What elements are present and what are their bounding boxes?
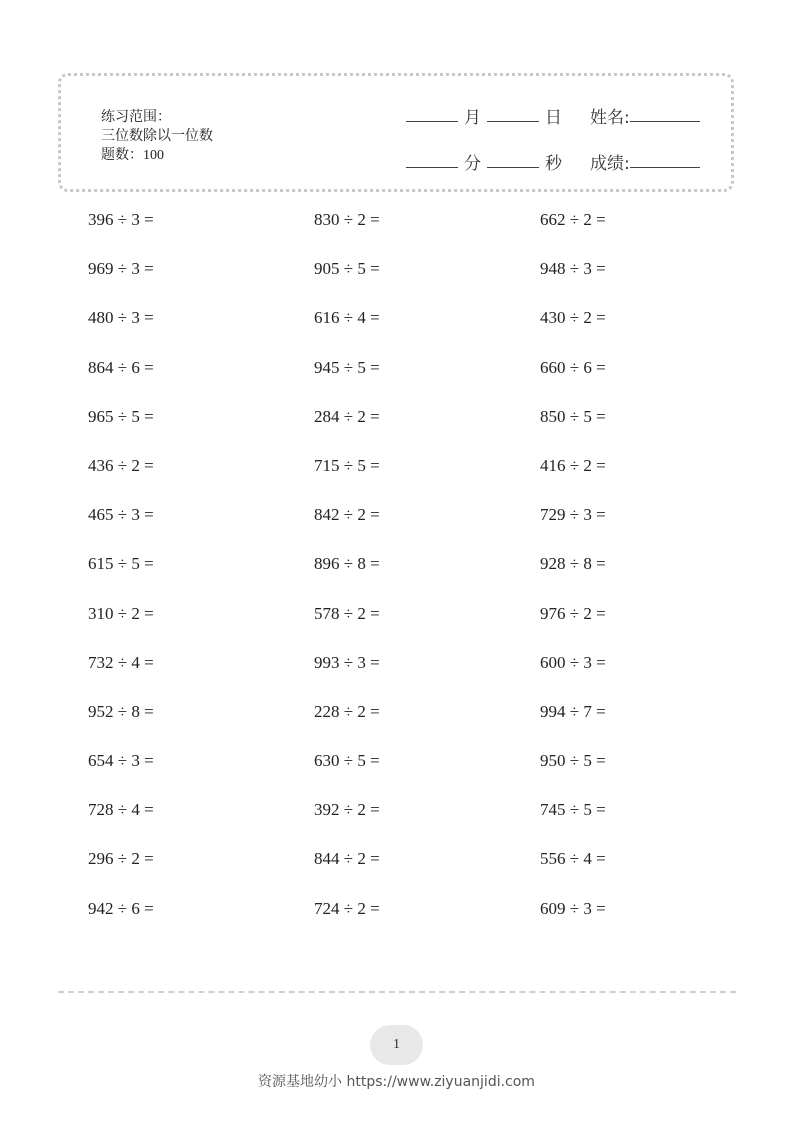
problem-row xyxy=(88,849,688,898)
problem-row xyxy=(88,456,688,505)
problem-row xyxy=(88,751,688,800)
worksheet-header xyxy=(58,73,734,192)
fill-in-fields xyxy=(406,100,700,192)
problem-grid xyxy=(88,210,688,948)
division-problem: 732 ÷ 4 = xyxy=(88,652,154,672)
division-problem: 969 ÷ 3 = xyxy=(88,259,154,279)
division-problem: 396 ÷ 3 = xyxy=(88,210,154,229)
problem-row xyxy=(88,308,688,357)
division-problem: 615 ÷ 5 = xyxy=(88,554,154,574)
problem-row xyxy=(88,604,688,653)
division-problem: 896 ÷ 8 = xyxy=(314,554,380,574)
month-label: 月 xyxy=(464,108,481,128)
count-label: 题数： xyxy=(101,147,143,163)
problem-row xyxy=(88,259,688,308)
division-problem: 660 ÷ 6 = xyxy=(540,357,606,377)
division-problem: 556 ÷ 4 = xyxy=(540,849,606,869)
division-problem: 609 ÷ 3 = xyxy=(540,898,606,918)
division-problem: 850 ÷ 5 = xyxy=(540,406,606,426)
division-problem: 616 ÷ 4 = xyxy=(314,308,380,328)
division-problem: 905 ÷ 5 = xyxy=(314,259,380,279)
problem-row xyxy=(88,899,688,948)
problem-row xyxy=(88,358,688,407)
minute-label: 分 xyxy=(464,154,481,174)
division-problem: 864 ÷ 6 = xyxy=(88,357,154,377)
problem-row xyxy=(88,702,688,751)
division-problem: 715 ÷ 5 = xyxy=(314,455,380,475)
date-name-row xyxy=(406,100,700,128)
division-problem: 480 ÷ 3 = xyxy=(88,308,154,328)
page-number-badge xyxy=(370,1025,423,1065)
second-blank[interactable] xyxy=(487,166,539,168)
division-problem: 724 ÷ 2 = xyxy=(314,898,380,918)
division-problem: 392 ÷ 2 = xyxy=(314,800,380,820)
problem-row xyxy=(88,554,688,603)
problem-row xyxy=(88,800,688,849)
count-value: 100 xyxy=(143,148,164,163)
division-problem: 965 ÷ 5 = xyxy=(88,406,154,426)
time-score-row xyxy=(406,146,700,174)
division-problem: 600 ÷ 3 = xyxy=(540,652,606,672)
footer-divider xyxy=(58,991,736,993)
division-problem: 948 ÷ 3 = xyxy=(540,259,606,279)
problem-row xyxy=(88,210,688,259)
problem-row xyxy=(88,505,688,554)
division-problem: 284 ÷ 2 = xyxy=(314,406,380,426)
worksheet-info xyxy=(101,108,213,165)
day-label: 日 xyxy=(545,108,562,128)
page-number: 1 xyxy=(393,1037,400,1052)
division-problem: 976 ÷ 2 = xyxy=(540,603,606,623)
division-problem: 465 ÷ 3 = xyxy=(88,505,154,525)
division-problem: 942 ÷ 6 = xyxy=(88,898,154,918)
division-problem: 728 ÷ 4 = xyxy=(88,800,154,820)
minute-blank[interactable] xyxy=(406,166,458,168)
division-problem: 950 ÷ 5 = xyxy=(540,751,606,771)
division-problem: 654 ÷ 3 = xyxy=(88,751,154,771)
division-problem: 993 ÷ 3 = xyxy=(314,652,380,672)
problem-row xyxy=(88,407,688,456)
division-problem: 842 ÷ 2 = xyxy=(314,505,380,525)
division-problem: 945 ÷ 5 = xyxy=(314,357,380,377)
division-problem: 844 ÷ 2 = xyxy=(314,849,380,869)
division-problem: 416 ÷ 2 = xyxy=(540,455,606,475)
division-problem: 830 ÷ 2 = xyxy=(314,210,380,229)
division-problem: 928 ÷ 8 = xyxy=(540,554,606,574)
division-problem: 296 ÷ 2 = xyxy=(88,849,154,869)
source-footer: 资源基地幼小 https://www.ziyuanjidi.com xyxy=(258,1074,535,1090)
division-problem: 430 ÷ 2 = xyxy=(540,308,606,328)
score-blank[interactable] xyxy=(630,166,700,168)
division-problem: 662 ÷ 2 = xyxy=(540,210,606,229)
division-problem: 952 ÷ 8 = xyxy=(88,701,154,721)
range-label: 练习范围： xyxy=(101,109,171,125)
name-label: 姓名: xyxy=(590,108,630,128)
range-value: 三位数除以一位数 xyxy=(101,128,213,144)
problem-row xyxy=(88,653,688,702)
second-label: 秒 xyxy=(545,154,562,174)
division-problem: 994 ÷ 7 = xyxy=(540,701,606,721)
division-problem: 310 ÷ 2 = xyxy=(88,603,154,623)
score-label: 成绩: xyxy=(590,154,630,174)
division-problem: 630 ÷ 5 = xyxy=(314,751,380,771)
count-line xyxy=(101,146,213,165)
division-problem: 228 ÷ 2 = xyxy=(314,701,380,721)
name-blank[interactable] xyxy=(630,120,700,122)
month-blank[interactable] xyxy=(406,120,458,122)
division-problem: 578 ÷ 2 = xyxy=(314,603,380,623)
division-problem: 745 ÷ 5 = xyxy=(540,800,606,820)
division-problem: 436 ÷ 2 = xyxy=(88,455,154,475)
division-problem: 729 ÷ 3 = xyxy=(540,505,606,525)
day-blank[interactable] xyxy=(487,120,539,122)
